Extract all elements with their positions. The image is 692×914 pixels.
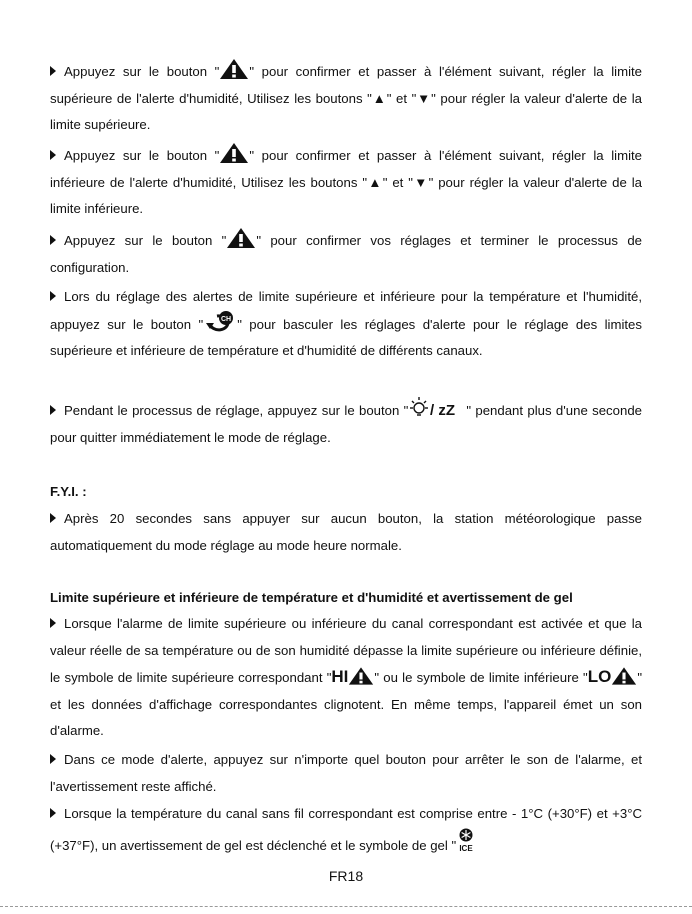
fyi-heading: F.Y.I. : — [50, 484, 87, 499]
instruction-confirm-upper-humidity: Appuyez sur le bouton " " pour confirmer et passer à l'élément suivant, régler la limite supérieure de l'alerte d'humidité, Utilisez les boutons "▲" et "▼" pour régler la valeur d'alerte de la limite supérieure. — [50, 58, 642, 139]
page-number: FR18 — [328, 868, 364, 884]
fyi-note: Après 20 secondes sans appuyer sur aucun bouton, la station météorologique passe automatiquement du mode réglage au mode heure normale. — [50, 506, 642, 559]
alarm-stop-description: Dans ce mode d'alerte, appuyez sur n'importe quel bouton pour arrêter le son de l'alarme, et l'avertissement reste affiché. — [50, 747, 642, 800]
alert-triangle-icon — [219, 142, 249, 164]
instruction-finish-configuration: Appuyez sur le bouton " " pour confirmer vos réglages et terminer le processus de configuration. — [50, 227, 642, 281]
channel-icon-label: CH — [221, 315, 232, 323]
alert-triangle-icon — [348, 666, 374, 686]
channel-cycle-icon — [203, 311, 237, 335]
frost-warning-description: Lorsque la température du canal sans fil correspondant est comprise entre - 1°C (+30°F) et +3°C (+37°F), un avertissement de gel est déclenché et le symbole de gel " ICE — [50, 801, 642, 859]
alarm-limit-description: Lorsque l'alarme de limite supérieure ou inférieure du canal correspondant est activée et que la valeur réelle de sa température ou de son humidité dépasse la limite supérieure ou inférieure définie, le symbole de limite supérieure correspondant "HI " ou le symbole de limite inférieure "LO " et les données d'affichage correspondantes clignotent. En même temps, l'appareil émet un son d'alarme. — [50, 611, 642, 745]
hi-symbol: HI — [331, 667, 349, 686]
lo-symbol: LO — [587, 667, 612, 686]
ice-symbol-icon — [456, 828, 476, 854]
alert-triangle-icon — [226, 227, 256, 249]
instruction-confirm-lower-humidity: Appuyez sur le bouton " " pour confirmer et passer à l'élément suivant, régler la limite inférieure de l'alerte d'humidité, Utilisez les boutons "▲" et "▼" pour régler la valeur d'alerte de la limite inférieure. — [50, 142, 642, 223]
light-snooze-icon — [408, 395, 466, 421]
page-bottom-rule — [0, 906, 692, 907]
alert-triangle-icon — [219, 58, 249, 80]
alert-triangle-icon — [611, 666, 637, 686]
instruction-exit-setting: Pendant le processus de réglage, appuyez sur le bouton " / zZ " pendant plus d'une seconde pour quitter immédiatement le mode de réglage. — [50, 395, 642, 451]
section-heading: Limite supérieure et inférieure de température et d'humidité et avertissement de gel — [50, 590, 573, 605]
ice-icon-label: ICE — [459, 843, 473, 853]
snooze-icon-label: / zZ — [430, 402, 456, 419]
instruction-channel-switch: Lors du réglage des alertes de limite supérieure et inférieure pour la température et l'humidité, appuyez sur le bouton " CH " pour basculer les réglages d'alerte pour le réglage des limites supérieure et inférieure de température et d'humidité de différents canaux. — [50, 284, 642, 365]
